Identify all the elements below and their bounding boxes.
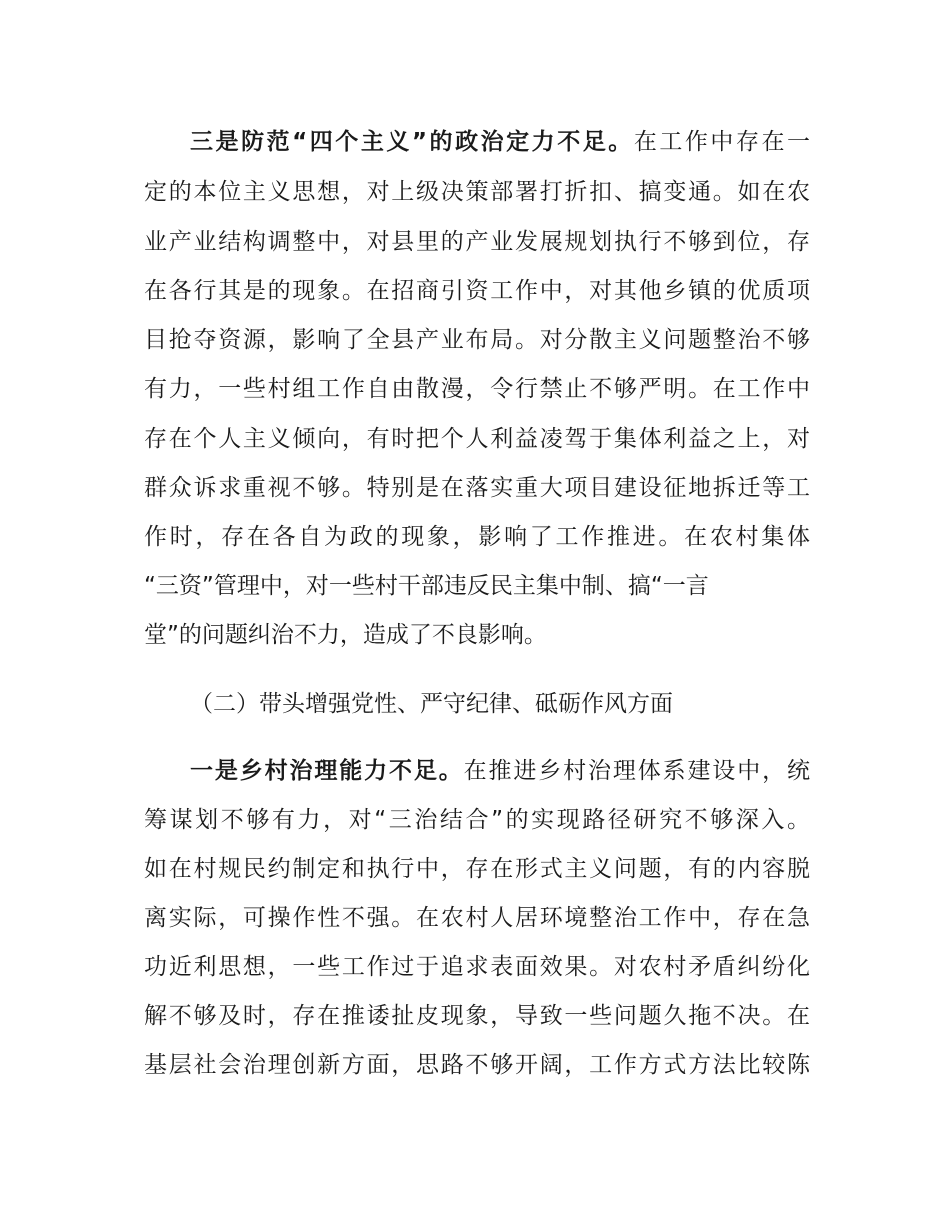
paragraph-line bbox=[190, 749, 810, 793]
paragraph-text: 在推进乡村治理体系建设中，统 bbox=[463, 758, 810, 784]
paragraph-line: 定的本位主义思想，对上级决策部署打折扣、搞变通。如在农 bbox=[144, 179, 810, 205]
paragraph-text: 在工作中存在一 bbox=[633, 129, 811, 155]
paragraph-line: 离实际，可操作性不强。在农村人居环境整治工作中，存在急 bbox=[144, 905, 810, 931]
lead-heading-bold: 一是乡村治理能力不足。 bbox=[190, 758, 464, 784]
paragraph-line: 业产业结构调整中，对县里的产业发展规划执行不够到位，存 bbox=[144, 229, 810, 255]
paragraph-line: 有力，一些村组工作自由散漫，令行禁止不够严明。在工作中 bbox=[144, 376, 810, 402]
paragraph-line: 群众诉求重视不够。特别是在落实重大项目建设征地拆迁等工 bbox=[144, 475, 810, 501]
paragraph-line bbox=[190, 120, 810, 164]
paragraph-line: 功近利思想，一些工作过于追求表面效果。对农村矛盾纠纷化 bbox=[144, 954, 810, 980]
section-heading: （二）带头增强党性、严守纪律、砥砺作风方面 bbox=[190, 691, 673, 717]
paragraph-line: 基层社会治理创新方面，思路不够开阔，工作方式方法比较陈 bbox=[144, 1052, 810, 1078]
paragraph-line: “三资”管理中，对一些村干部违反民主集中制、搞“一言 bbox=[144, 573, 709, 599]
paragraph-line: 筹谋划不够有力，对“三治结合”的实现路径研究不够深入。 bbox=[144, 807, 810, 833]
paragraph-line: 存在个人主义倾向，有时把个人利益凌驾于集体利益之上，对 bbox=[144, 426, 810, 452]
lead-heading-bold: 三是防范“四个主义”的政治定力不足。 bbox=[190, 129, 634, 155]
paragraph-line: 作时，存在各自为政的现象，影响了工作推进。在农村集体 bbox=[144, 524, 810, 550]
paragraph-line-last: 堂”的问题纠治不力，造成了不良影响。 bbox=[144, 622, 547, 648]
paragraph-line: 在各行其是的现象。在招商引资工作中，对其他乡镇的优质项 bbox=[144, 278, 810, 304]
paragraph-line: 解不够及时，存在推诿扯皮现象，导致一些问题久拖不决。在 bbox=[144, 1003, 810, 1029]
paragraph-line: 如在村规民约制定和执行中，存在形式主义问题，有的内容脱 bbox=[144, 856, 810, 882]
paragraph-line: 目抢夺资源，影响了全县产业布局。对分散主义问题整治不够 bbox=[144, 327, 810, 353]
